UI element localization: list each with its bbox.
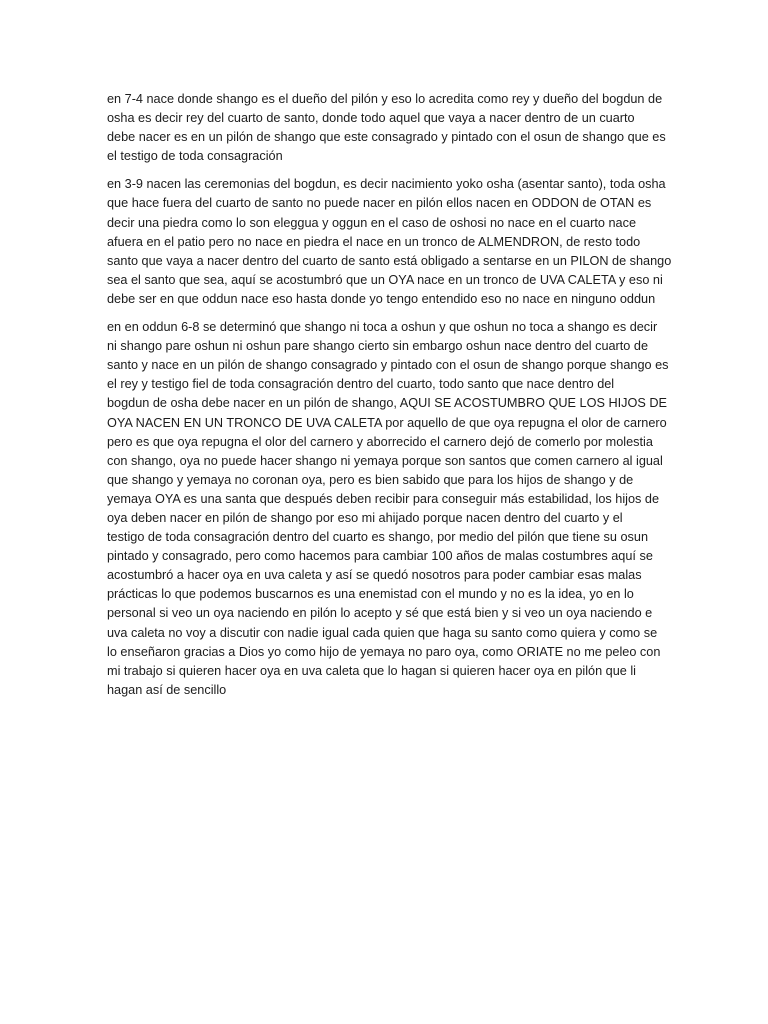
- document-body: [107, 90, 672, 709]
- text-line: mi trabajo si quieren hacer oya en uva caleta que lo hagan si quieren hacer oya en pilón que li: [107, 663, 636, 678]
- text-line: prácticas lo que podemos buscarnos es una enemistad con el mundo y no es la idea, yo en lo: [107, 587, 634, 602]
- text-line: sea el santo que sea, aquí se acostumbró que un OYA nace en un tronco de UVA CALETA y eso ni: [107, 272, 663, 287]
- text-line: uva caleta no voy a discutir con nadie igual cada quien que haga su santo como quiera y como se: [107, 625, 658, 640]
- text-line: en en oddun 6-8 se determinó que shango ni toca a oshun y que oshun no toca a shango es decir: [107, 320, 658, 335]
- text-line: pintado y consagrado, pero como hacemos para cambiar 100 años de malas costumbres aquí se: [107, 549, 653, 564]
- text-line: personal si veo un oya naciendo en pilón lo acepto y sé que está bien y si veo un oya naciendo e: [107, 606, 653, 621]
- text-line: santo que vaya a nacer dentro del cuarto de santo está obligado a sentarse en un PILON de shango: [107, 253, 672, 268]
- text-line: en 3-9 nacen las ceremonias del bogdun, es decir nacimiento yoko osha (asentar santo), toda osha: [107, 177, 666, 192]
- text-line: debe nacer es en un pilón de shango que este consagrado y pintado con el osun de shango que es: [107, 130, 666, 145]
- text-line: acostumbró a hacer oya en uva caleta y así se quedó nosotros para poder cambiar esas malas: [107, 568, 642, 583]
- text-line: osha es decir rey del cuarto de santo, donde todo aquel que vaya a nacer dentro de un cuarto: [107, 111, 635, 126]
- text-line: lo enseñaron gracias a Dios yo como hijo de yemaya no paro oya, como ORIATE no me peleo con: [107, 644, 661, 659]
- paragraph: [107, 175, 672, 309]
- paragraph: [107, 318, 669, 700]
- text-line: santo y nace en un pilón de shango consagrado y pintado con el osun de shango porque shango es: [107, 358, 669, 373]
- text-line: oya deben nacer en pilón de shango por eso mi ahijado porque nacen dentro del cuarto y el: [107, 510, 623, 525]
- text-line: OYA NACEN EN UN TRONCO DE UVA CALETA por aquello de que oya repugna el olor de carnero: [107, 415, 667, 430]
- text-line: el testigo de toda consagración: [107, 149, 283, 164]
- text-line: ni shango pare oshun ni oshun pare shango cierto sin embargo oshun nace dentro del cuarto de: [107, 339, 649, 354]
- text-line: en 7-4 nace donde shango es el dueño del pilón y eso lo acredita como rey y dueño del bogdun de: [107, 92, 663, 106]
- text-line: bogdun de osha debe nacer en un pilón de shango, AQUI SE ACOSTUMBRO QUE LOS HIJOS DE: [107, 396, 667, 411]
- text-line: debe ser en que oddun nace eso hasta donde yo tengo entendido eso no nace en ninguno oddun: [107, 291, 656, 306]
- text-line: que shango y yemaya no coronan oya, pero es bien sabido que para los hijos de shango y de: [107, 472, 634, 487]
- paragraph: [107, 90, 666, 166]
- text-line: decir una piedra como lo son eleggua y oggun en el caso de oshosi no nace en el cuarto nace: [107, 215, 637, 230]
- text-line: con shango, oya no puede hacer shango ni yemaya porque son santos que comen carnero al igual: [107, 453, 663, 468]
- text-line: afuera en el patio pero no nace en piedra el nace en un tronco de ALMENDRON, de resto todo: [107, 234, 641, 249]
- text-line: testigo de toda consagración dentro del cuarto es shango, por medio del pilón que tiene su osun: [107, 530, 648, 545]
- text-line: yemaya OYA es una santa que después deben recibir para conseguir más estabilidad, los hijos de: [107, 491, 660, 506]
- text-line: que hace fuera del cuarto de santo no puede nacer en pilón ellos nacen en ODDON de OTAN es: [107, 196, 652, 211]
- text-line: pero es que oya repugna el olor del carnero y aborrecido el carnero dejó de comerlo por molestia: [107, 434, 653, 449]
- text-line: el rey y testigo fiel de toda consagración dentro del cuarto, todo santo que nace dentro del: [107, 377, 615, 392]
- text-line: hagan así de sencillo: [107, 682, 227, 697]
